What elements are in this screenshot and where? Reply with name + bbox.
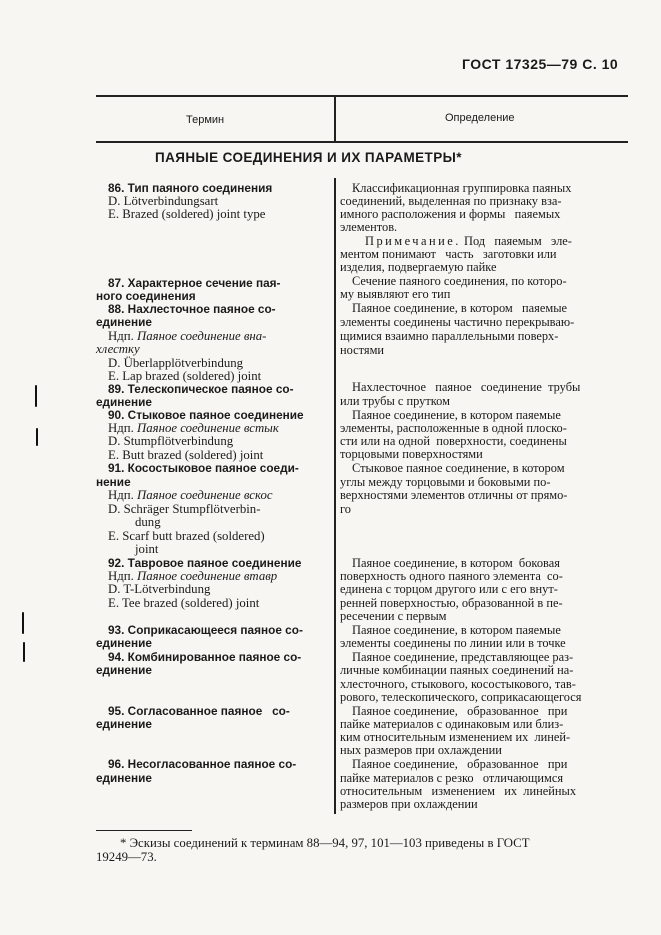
term-94: 94. Комбинированное паяное со- xyxy=(108,650,302,664)
term-96: 96. Несогласованное паяное со- xyxy=(108,757,297,771)
footnote-rule xyxy=(96,830,192,831)
def-86-note-line: изделия, подвергаемую пайке xyxy=(340,260,497,274)
term-92-en: E. Tee brazed (soldered) joint xyxy=(108,596,260,610)
term-96-cont: единение xyxy=(96,771,152,785)
def-92-line: ресечении с первым xyxy=(340,609,447,623)
term-91-en: E. Scarf butt brazed (soldered) xyxy=(108,529,265,543)
def-86-line: соединений, выделенная по признаку вза- xyxy=(340,194,562,208)
term-90-de: D. Stumpflötverbindung xyxy=(108,434,234,448)
term-88-de: D. Überlapplötverbindung xyxy=(108,356,244,370)
def-90-line: Паяное соединение, в котором паяемые xyxy=(352,408,561,422)
term-88: 88. Нахлесточное паяное со- xyxy=(108,302,276,316)
table-top-rule xyxy=(96,95,628,97)
column-divider-head xyxy=(334,95,336,142)
term-91: 91. Косостыковое паяное соеди- xyxy=(108,461,299,475)
def-90-line: торцовыми поверхностями xyxy=(340,447,483,461)
column-divider-body xyxy=(334,178,336,814)
term-89-cont: единение xyxy=(96,395,152,409)
section-title: ПАЯНЫЕ СОЕДИНЕНИЯ И ИХ ПАРАМЕТРЫ* xyxy=(155,150,462,165)
def-93-line: элементы соединены по линии или в точке xyxy=(340,636,566,650)
term-95: 95. Согласованное паяное со- xyxy=(108,704,290,718)
def-91-line: верхностями элементов отличны от прямо- xyxy=(340,488,568,502)
term-88-ndp: Ндп. Паяное соединение вна- xyxy=(108,329,267,343)
def-89-line: Нахлесточное паяное соединение трубы xyxy=(352,380,581,394)
term-90: 90. Стыковое паяное соединение xyxy=(108,408,304,422)
def-86-note: Примечание. Под паяемым эле- xyxy=(365,234,572,248)
def-95-line: Паяное соединение, образованное при xyxy=(352,704,568,718)
table-header-rule xyxy=(96,141,628,143)
def-92-line: поверхность одного паяного элемента со- xyxy=(340,569,563,583)
term-91-de-cont: dung xyxy=(135,515,161,529)
def-90-line: элементы, расположенные в одной плоско- xyxy=(340,421,567,435)
term-88-ndp-cont: хлестку xyxy=(96,342,140,356)
def-94-line: Паяное соединение, представляющее раз- xyxy=(352,650,574,664)
def-86-note-line: ментом понимают часть заготовки или xyxy=(340,247,557,261)
term-92-de: D. T-Lötverbindung xyxy=(108,582,211,596)
def-94-line: личные комбинации паяных соединений на- xyxy=(340,663,574,677)
term-91-en-cont: joint xyxy=(135,542,159,556)
term-95-cont: единение xyxy=(96,717,152,731)
term-86-en: E. Brazed (soldered) joint type xyxy=(108,207,266,221)
def-88-line: щимися взаимно параллельными поверх- xyxy=(340,329,559,343)
term-92: 92. Тавровое паяное соединение xyxy=(108,556,302,570)
def-89-line: или трубы с прутком xyxy=(340,394,450,408)
margin-mark xyxy=(35,385,37,407)
term-91-ndp: Ндп. Паяное соединение вскос xyxy=(108,488,273,502)
def-92-line: ренней поверхностью, образованной в пе- xyxy=(340,596,563,610)
def-96-line: размеров при охлаждении xyxy=(340,797,478,811)
term-86-de: D. Lötverbindungsart xyxy=(108,194,219,208)
margin-mark xyxy=(22,612,24,634)
term-87: 87. Характерное сечение пая- xyxy=(108,276,281,290)
def-88-line: элементы соединены частично перекрываю- xyxy=(340,315,575,329)
term-88-cont: единение xyxy=(96,315,152,329)
term-94-cont: единение xyxy=(96,663,152,677)
def-86-line: элементов. xyxy=(340,220,398,234)
def-92-line: единена с торцом другого или с его внут- xyxy=(340,582,558,596)
footnote-line: 19249—73. xyxy=(96,850,157,864)
def-90-line: сти или на одной поверхности, соединены xyxy=(340,434,567,448)
def-96-line: пайке материалов с резко отличающимся xyxy=(340,771,564,785)
page-header: ГОСТ 17325—79 С. 10 xyxy=(462,56,619,72)
def-91-line: го xyxy=(340,502,351,516)
def-88-line: ностями xyxy=(340,343,385,357)
def-88-line: Паяное соединение, в котором паяемые xyxy=(352,301,568,315)
term-90-en: E. Butt brazed (soldered) joint xyxy=(108,448,264,462)
footnote-line: * Эскизы соединений к терминам 88—94, 97, 101—103 приведены в ГОСТ xyxy=(120,836,530,850)
def-95-line: ким относительным изменением их линей- xyxy=(340,730,571,744)
column-header-term: Термин xyxy=(186,114,225,126)
def-93-line: Паяное соединение, в котором паяемые xyxy=(352,623,561,637)
def-87-line: му выявляют его тип xyxy=(340,287,451,301)
term-91-cont: нение xyxy=(96,475,131,489)
def-95-line: пайке материалов с одинаковым или близ- xyxy=(340,717,564,731)
term-91-de: D. Schräger Stumpflötverbin- xyxy=(108,502,261,516)
def-91-line: Стыковое паяное соединение, в котором xyxy=(352,461,565,475)
column-header-definition: Определение xyxy=(445,112,515,124)
def-94-line: хлесточного, стыкового, косостыкового, тав- xyxy=(340,677,576,691)
def-94-line: рового, телескопического, соприкасающегося xyxy=(340,690,582,704)
term-86: 86. Тип паяного соединения xyxy=(108,181,273,195)
def-96-line: относительным изменением их линейных xyxy=(340,784,577,798)
def-86-line: имного расположения и формы паяемых xyxy=(340,207,561,221)
margin-mark xyxy=(23,642,25,662)
def-96-line: Паяное соединение, образованное при xyxy=(352,757,568,771)
def-95-line: ных размеров при охлаждении xyxy=(340,743,502,757)
def-92-line: Паяное соединение, в котором боковая xyxy=(352,556,560,570)
margin-mark xyxy=(36,428,38,446)
term-89: 89. Телескопическое паяное со- xyxy=(108,382,294,396)
def-91-line: углы между торцовыми и боковыми по- xyxy=(340,475,551,489)
term-92-ndp: Ндп. Паяное соединение втавр xyxy=(108,569,278,583)
term-93-cont: единение xyxy=(96,636,152,650)
term-90-ndp: Ндп. Паяное соединение встык xyxy=(108,421,279,435)
def-87-line: Сечение паяного соединения, по которо- xyxy=(352,274,567,288)
term-93: 93. Соприкасающееся паяное со- xyxy=(108,623,303,637)
term-88-en: E. Lap brazed (soldered) joint xyxy=(108,369,262,383)
def-86-line: Классификационная группировка паяных xyxy=(352,181,572,195)
term-87-cont: ного соединения xyxy=(96,289,196,303)
